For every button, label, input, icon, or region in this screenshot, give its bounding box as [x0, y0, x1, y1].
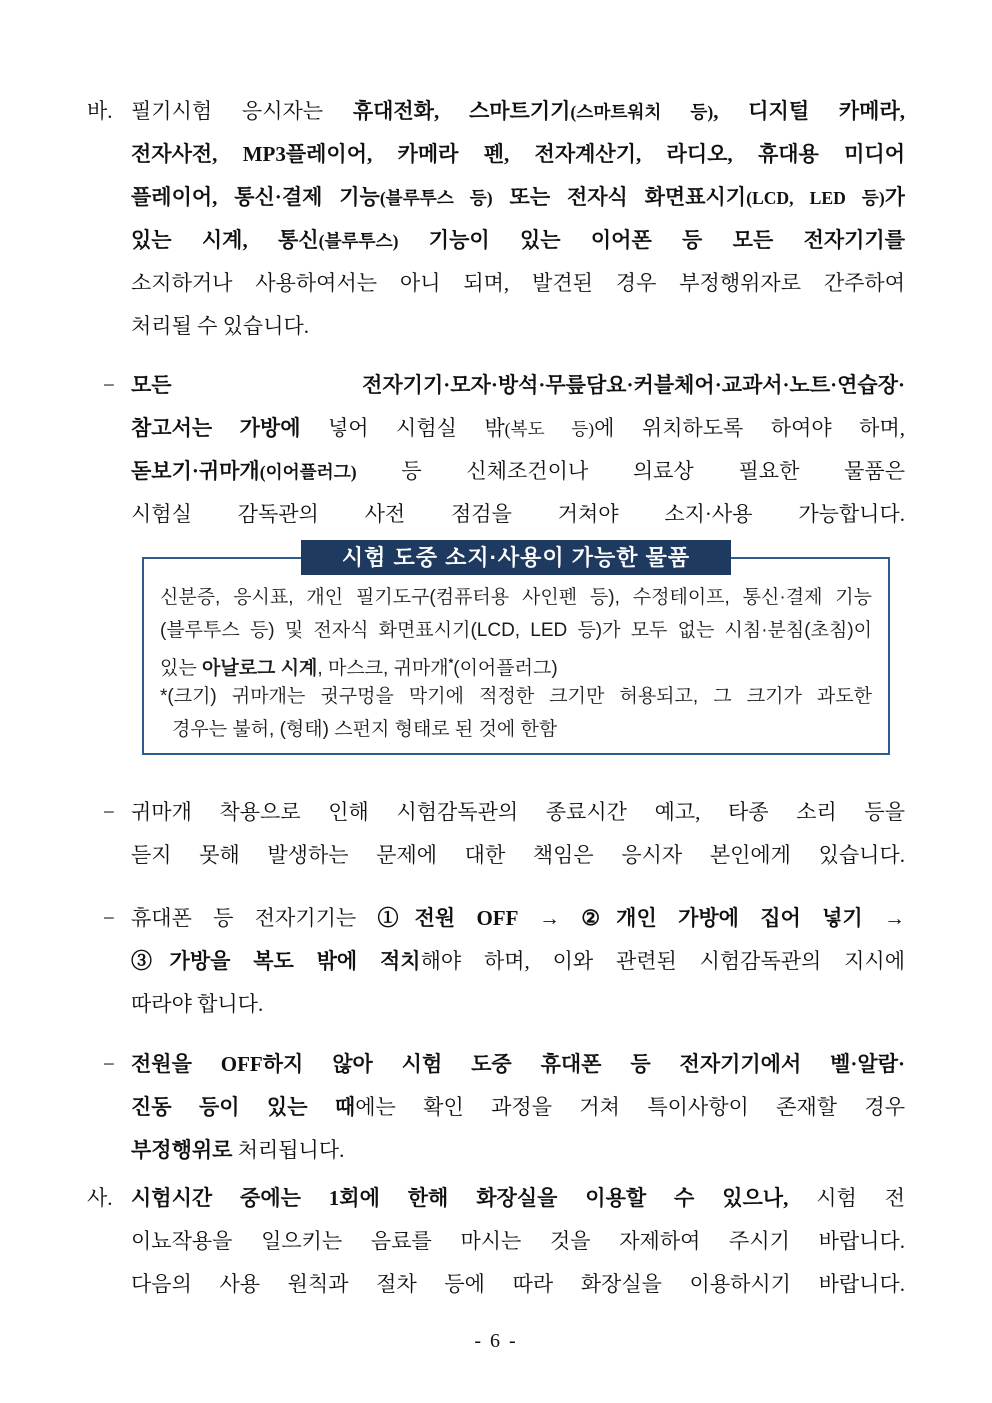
text-line: [131, 1129, 905, 1172]
text-segment: 처리될 수 있습니다.: [131, 314, 310, 338]
allowed-items-box: [131, 545, 905, 755]
text-line: [131, 262, 905, 305]
text-segment: (이어플러그): [259, 462, 357, 482]
allowed-items-box-frame: [142, 545, 890, 755]
text-segment: 아날로그 시계: [202, 658, 318, 679]
text-line: [131, 983, 905, 1026]
text-segment: 듣지 못해 발생하는 문제에 대한 책임은 응시자 본인에게 있습니다.: [131, 843, 905, 867]
text-segment: 다음의 사용 원칙과 절차 등에 따라 화장실을 이용하시기 바랍니다.: [131, 1272, 905, 1296]
text-line: [131, 493, 905, 536]
text-segment: 에는 확인 과정을 거쳐 특이사항이 존재할 경우: [355, 1095, 905, 1119]
text-segment: 해야 하며, 이와 관련된 시험감독관의 지시에: [420, 949, 905, 973]
text-segment: 있는 시계, 통신: [131, 228, 319, 252]
text-line: [131, 219, 905, 262]
text-segment: (블루투스): [318, 231, 399, 251]
text-segment: 소지하거나 사용하여서는 아니 되며, 발견된 경우 부정행위자로 간주하여: [131, 271, 905, 295]
text-segment: (스마트워치 등): [570, 102, 714, 122]
text-line: [131, 834, 905, 877]
text-segment: ①전원 OFF → ②개인 가방에 집어 넣기 →: [377, 906, 905, 930]
dash-marker: −: [103, 906, 115, 930]
text-segment: *(크기) 귀마개는 귓구멍을 막기에 적정한 크기만 허용되고, 그 크기가 과도한: [160, 686, 872, 707]
text-line: [131, 1177, 905, 1220]
text-line: [160, 581, 872, 614]
document-body: [87, 0, 905, 1306]
text-line: [131, 450, 905, 493]
text-segment: 따라야 합니다.: [131, 992, 264, 1016]
text-segment: 시험시간 중에는 1회에 한해 화장실을 이용할 수 있으나,: [131, 1186, 789, 1210]
text-segment: 있는: [160, 658, 202, 679]
text-line: [131, 791, 905, 834]
text-segment: *: [448, 657, 454, 670]
text-line: [131, 305, 905, 348]
text-line: [131, 176, 905, 219]
text-segment: 모든 전자기기·모자·방석·무릎담요·커블체어·교과서·노트·연습장·: [131, 373, 905, 397]
text-line: [131, 1086, 905, 1129]
text-segment: 플레이어, 통신·결제 기능: [131, 185, 380, 209]
box-title-bar: 시험 도중 소지·사용이 가능한 물품: [301, 540, 731, 575]
bullet-power-off-violation: [103, 1043, 905, 1172]
text-segment: 신분증, 응시표, 개인 필기도구(컴퓨터용 사인펜 등), 수정테이프, 통신·결제 기능: [160, 587, 872, 608]
box-body-text: [160, 581, 872, 746]
text-segment: 가: [884, 185, 905, 209]
text-segment: 전자사전, MP3플레이어, 카메라 펜, 전자계산기, 라디오, 휴대용 미디어: [131, 142, 905, 166]
paragraph-text: [131, 1177, 905, 1306]
text-segment: (복도 등): [504, 419, 595, 439]
text-segment: 또는 전자식 화면표시기: [492, 185, 747, 209]
bullet-electronics-in-bag: [103, 364, 905, 536]
paragraph-text: [131, 1043, 905, 1172]
text-segment: 에 위치하도록 하여야 하며,: [594, 416, 905, 440]
text-line: [131, 407, 905, 450]
text-segment: ,: [713, 99, 749, 123]
text-segment: 진동 등이 있는 때: [131, 1095, 356, 1119]
text-line: [131, 897, 905, 940]
text-segment: (블루투스 등): [379, 188, 493, 208]
text-segment: 처리됩니다.: [232, 1138, 345, 1162]
text-segment: (LCD, LED 등): [746, 188, 885, 208]
bullet-phone-off-steps: [103, 897, 905, 1026]
text-segment: (이어플러그): [453, 658, 558, 679]
paragraph-text: [131, 791, 905, 877]
text-line: [160, 647, 872, 680]
text-segment: 시험실 감독관의 사전 점검을 거쳐야 소지·사용 가능합니다.: [131, 502, 905, 526]
text-line: [160, 680, 872, 713]
text-segment: 이뇨작용을 일으키는 음료를 마시는 것을 자제하여 주시기 바랍니다.: [131, 1229, 905, 1253]
dash-marker: −: [103, 800, 115, 824]
text-line: [131, 133, 905, 176]
text-segment: 등 신체조건이나 의료상 필요한 물품은: [356, 459, 905, 483]
text-segment: 참고서는 가방에: [131, 416, 301, 440]
text-segment: 시험 전: [788, 1186, 905, 1210]
text-segment: 필기시험 응시자는: [131, 99, 353, 123]
text-line: [131, 1263, 905, 1306]
text-line: [131, 90, 905, 133]
text-line: [131, 1043, 905, 1086]
text-segment: ③가방을 복도 밖에 적치: [131, 949, 421, 973]
paragraph-text: [131, 897, 905, 1026]
paragraph-ba-electronics: [87, 90, 905, 348]
text-segment: , 마스크, 귀마개: [317, 658, 449, 679]
text-line: [131, 1220, 905, 1263]
paragraph-text: [131, 364, 905, 536]
text-segment: 돋보기·귀마개: [131, 459, 260, 483]
bullet-earplug-responsibility: [103, 791, 905, 877]
text-line: [131, 364, 905, 407]
text-segment: 기능이 있는 이어폰 등 모든 전자기기를: [398, 228, 905, 252]
text-line: [160, 614, 872, 647]
page-number: - 6 -: [474, 1330, 518, 1352]
text-segment: 부정행위로: [131, 1138, 233, 1162]
text-segment: 휴대전화, 스마트기기: [352, 99, 571, 123]
paragraph-sa-restroom: [87, 1177, 905, 1306]
list-marker-ba: 바.: [87, 99, 113, 123]
list-marker-sa: 사.: [87, 1186, 113, 1210]
text-segment: 경우는 불허, (형태) 스펀지 형태로 된 것에 한함: [172, 719, 558, 740]
text-line: [131, 940, 905, 983]
text-segment: (블루투스 등) 및 전자식 화면표시기(LCD, LED 등)가 모두 없는 시침·분침(초침)이: [160, 620, 872, 641]
text-segment: 넣어 시험실 밖: [300, 416, 505, 440]
text-segment: 휴대폰 등 전자기기는: [131, 906, 378, 930]
dash-marker: −: [103, 373, 115, 397]
text-line: [160, 713, 872, 746]
paragraph-text: [131, 90, 905, 348]
text-segment: 귀마개 착용으로 인해 시험감독관의 종료시간 예고, 타종 소리 등을: [131, 800, 905, 824]
dash-marker: −: [103, 1052, 115, 1076]
text-segment: 디지털 카메라,: [748, 99, 905, 123]
text-segment: 전원을 OFF하지 않아 시험 도중 휴대폰 등 전자기기에서 벨·알람·: [131, 1052, 905, 1076]
